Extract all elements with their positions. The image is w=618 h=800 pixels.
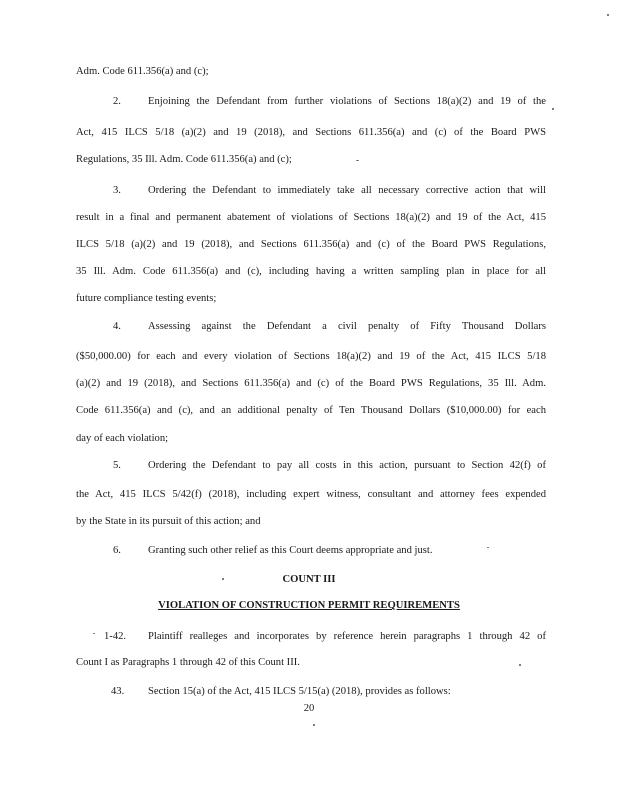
item-line: ($50,000.00) for each and every violation of Sections 18(a)(2) and 19 of the Act, 415 ILCS 5/18: [76, 351, 546, 362]
paragraph-number: 1-42.: [104, 631, 127, 642]
section-heading: VIOLATION OF CONSTRUCTION PERMIT REQUIREMENTS: [158, 600, 460, 611]
carryover-line: Adm. Code 611.356(a) and (c);: [76, 66, 209, 77]
item-number: 4.: [113, 321, 121, 332]
item-line: Ordering the Defendant to immediately take all necessary corrective action that will: [148, 185, 546, 196]
item-number: 3.: [113, 185, 121, 196]
item-number: 5.: [113, 460, 121, 471]
page-number: 20: [303, 703, 315, 714]
item-line: Ordering the Defendant to pay all costs in this action, pursuant to Section 42(f) of: [148, 460, 546, 471]
item-line: Granting such other relief as this Court deems appropriate and just.: [148, 545, 433, 556]
paragraph-line: Count I as Paragraphs 1 through 42 of this Count III.: [76, 657, 300, 668]
item-number: 6.: [113, 545, 121, 556]
item-line: future compliance testing events;: [76, 293, 217, 304]
scan-speck: [313, 724, 315, 726]
scan-speck: [552, 108, 554, 110]
scan-speck: [93, 633, 95, 634]
item-line: by the State in its pursuit of this action; and: [76, 516, 261, 527]
scan-speck: [607, 14, 609, 16]
scan-speck: [222, 578, 224, 580]
paragraph-text: Section 15(a) of the Act, 415 ILCS 5/15(a) (2018), provides as follows:: [148, 686, 451, 697]
item-line: the Act, 415 ILCS 5/42(f) (2018), including expert witness, consultant and attorney fees expended: [76, 489, 546, 500]
scan-speck: [356, 160, 359, 161]
item-line: Regulations, 35 Ill. Adm. Code 611.356(a) and (c);: [76, 154, 292, 165]
item-line: result in a final and permanent abatement of violations of Sections 18(a)(2) and 19 of the Act, 415: [76, 212, 546, 223]
scan-speck: [519, 664, 521, 666]
item-line: (a)(2) and 19 (2018), and Sections 611.356(a) and (c) of the Board PWS Regulations, 35 Ill. Adm.: [76, 378, 546, 389]
item-line: Enjoining the Defendant from further violations of Sections 18(a)(2) and 19 of the: [148, 96, 546, 107]
count-heading: COUNT III: [282, 574, 336, 585]
item-line: Code 611.356(a) and (c), and an additional penalty of Ten Thousand Dollars ($10,000.00) for each: [76, 405, 546, 416]
item-line: Assessing against the Defendant a civil penalty of Fifty Thousand Dollars: [148, 321, 546, 332]
scan-speck: [487, 547, 489, 548]
item-line: 35 Ill. Adm. Code 611.356(a) and (c), including having a written sampling plan in place for all: [76, 266, 546, 277]
item-line: day of each violation;: [76, 433, 169, 444]
item-number: 2.: [113, 96, 121, 107]
paragraph-number: 43.: [111, 686, 125, 697]
item-line: ILCS 5/18 (a)(2) and 19 (2018), and Sections 611.356(a) and (c) of the Board PWS Regulations,: [76, 239, 546, 250]
item-line: Act, 415 ILCS 5/18 (a)(2) and 19 (2018), and Sections 611.356(a) and (c) of the Board PWS: [76, 127, 546, 138]
paragraph-line: Plaintiff realleges and incorporates by reference herein paragraphs 1 through 42 of: [148, 631, 546, 642]
